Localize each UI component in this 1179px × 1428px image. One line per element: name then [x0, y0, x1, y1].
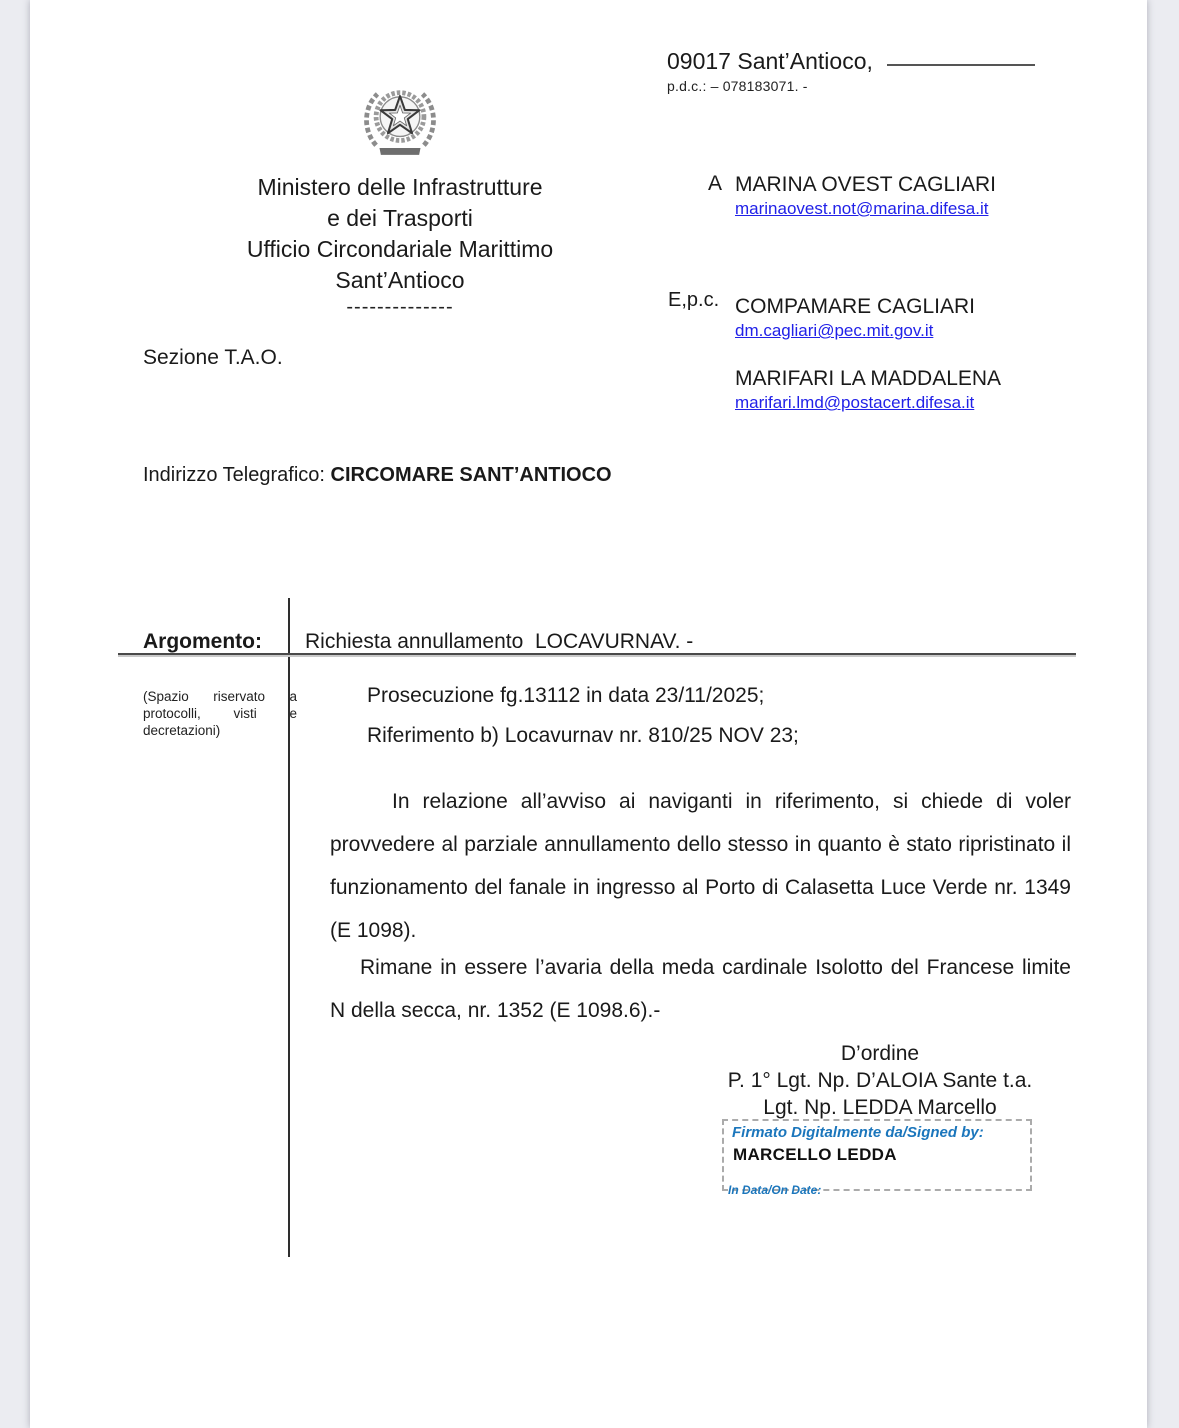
office-city-line: Sant’Antioco	[335, 267, 465, 293]
signature-block	[640, 1040, 1120, 1121]
reference-line-1: Prosecuzione fg.13112 in data 23/11/2025;	[367, 684, 765, 707]
recipient-to-email-link[interactable]: marinaovest.not@marina.difesa.it	[735, 199, 989, 218]
subject-value: Richiesta annullamento LOCAVURNAV. -	[305, 630, 694, 653]
recipient-to-label: A	[708, 172, 723, 195]
office-line: Ufficio Circondariale Marittimo	[246, 236, 554, 262]
telegraph-label: Indirizzo Telegrafico:	[143, 464, 331, 486]
section-label: Sezione T.A.O.	[143, 346, 283, 369]
digital-signature-stamp	[722, 1119, 1032, 1197]
letterhead	[195, 74, 605, 318]
recipient-cc1-email-link[interactable]: dm.cagliari@pec.mit.gov.it	[735, 321, 934, 340]
signature-officer-1: P. 1° Lgt. Np. D’ALOIA Sante t.a.	[727, 1069, 1033, 1092]
date-city: 09017 Sant’Antioco,	[667, 48, 873, 74]
date-block	[667, 48, 1035, 94]
recipient-cc2-name: MARIFARI LA MADDALENA	[735, 367, 1002, 390]
digital-signature-signer-name: MARCELLO LEDDA	[733, 1145, 897, 1164]
recipient-cc1-name: COMPAMARE CAGLIARI	[735, 295, 975, 318]
recipient-to-name: MARINA OVEST CAGLIARI	[735, 173, 997, 196]
ministry-line-1: Ministero delle Infrastrutture	[257, 174, 543, 200]
telegraph-address	[143, 464, 612, 487]
recipient-cc2-email-link[interactable]: marifari.lmd@postacert.difesa.it	[735, 393, 975, 412]
digital-signature-date-label: In Data/On Date:	[728, 1183, 822, 1197]
reference-line-2: Riferimento b) Locavurnav nr. 810/25 NOV 23;	[367, 724, 799, 747]
body-paragraph-1: In relazione all’avviso ai naviganti in riferimento, si chiede di voler provvedere al parziale annullamento dello stesso in quanto è stato ripristinato il funzionamento del fanale in ingresso al Porto di Calasetta Luce Verde nr. 1349 (E 1098).	[330, 790, 1071, 942]
ministry-line-2: e dei Trasporti	[327, 205, 473, 231]
body-paragraph-2: Rimane in essere l’avaria della meda cardinale Isolotto del Francese limite N della secca, nr. 1352 (E 1098.6).-	[330, 956, 1071, 1022]
subject-horizontal-rule	[118, 653, 1076, 657]
digital-signature-signedby-label: Firmato Digitalmente da/Signed by:	[732, 1124, 984, 1141]
recipient-cc-label: E,p.c.	[668, 289, 720, 311]
document-page	[30, 0, 1147, 1428]
signature-dordine: D’ordine	[840, 1042, 920, 1065]
protocol-reserved-note: (Spazio riservato a protocolli, visti e decretazioni)	[143, 689, 297, 738]
reference-lines	[367, 684, 799, 764]
date-blank-underline	[887, 64, 1035, 66]
telegraph-value: CIRCOMARE SANT’ANTIOCO	[330, 464, 612, 486]
subject-label: Argomento:	[143, 630, 262, 653]
letter-body	[330, 780, 1071, 1032]
pdc-line: p.d.c.: – 078183071. -	[667, 78, 808, 94]
header-dash-separator: --------------	[346, 296, 454, 318]
signature-officer-2: Lgt. Np. LEDDA Marcello	[763, 1096, 997, 1119]
italian-republic-emblem-icon	[359, 74, 441, 166]
